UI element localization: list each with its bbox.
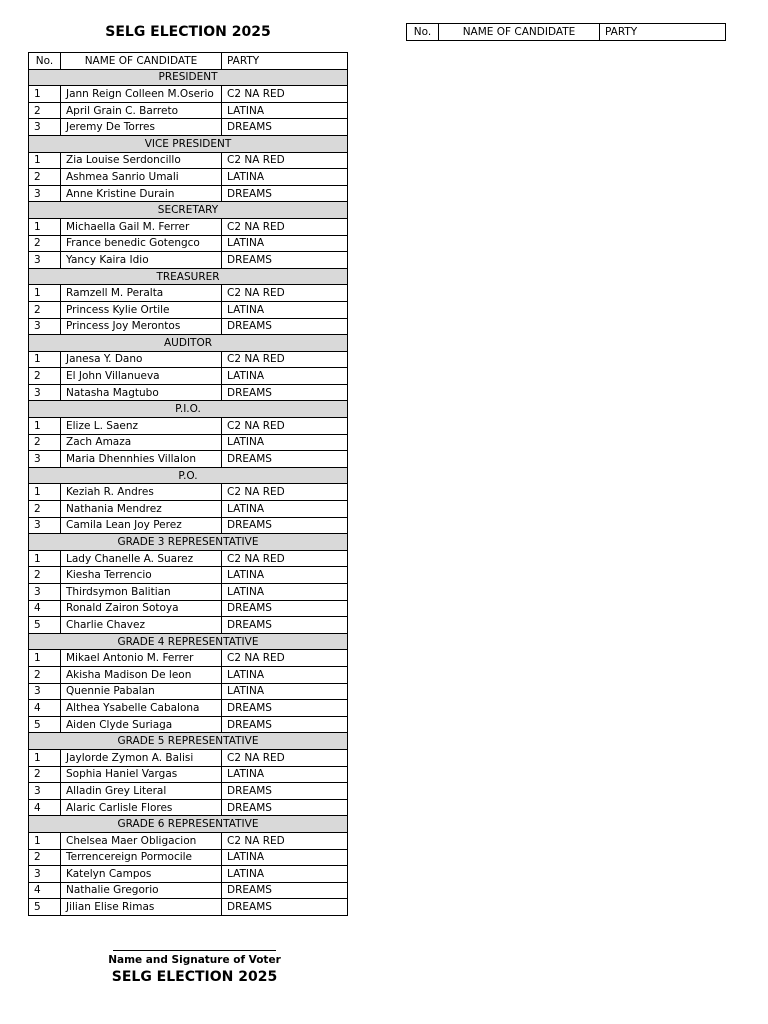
candidate-number: 3	[29, 683, 61, 700]
candidate-party: C2 NA RED	[222, 550, 348, 567]
candidate-name: Akisha Madison De leon	[61, 666, 222, 683]
candidate-party: DREAMS	[222, 600, 348, 617]
candidate-name: Elize L. Saenz	[61, 418, 222, 435]
candidate-row	[29, 716, 348, 733]
section-title: VICE PRESIDENT	[29, 135, 348, 152]
candidate-row	[29, 650, 348, 667]
candidate-name: Jilian Elise Rimas	[61, 899, 222, 916]
candidate-number: 2	[29, 666, 61, 683]
candidate-name: Thirdsymon Balitian	[61, 584, 222, 601]
candidate-number: 4	[29, 700, 61, 717]
candidate-name: Katelyn Campos	[61, 866, 222, 883]
candidate-number: 3	[29, 185, 61, 202]
section-header	[29, 135, 348, 152]
candidate-name: Princess Kylie Ortile	[61, 301, 222, 318]
candidate-party: LATINA	[222, 666, 348, 683]
section-title: TREASURER	[29, 268, 348, 285]
footer-title: SELG ELECTION 2025	[111, 969, 278, 985]
candidate-row	[29, 252, 348, 269]
section-title: GRADE 5 REPRESENTATIVE	[29, 733, 348, 750]
candidate-name: Anne Kristine Durain	[61, 185, 222, 202]
table-header-row	[29, 53, 348, 70]
candidate-number: 3	[29, 866, 61, 883]
candidate-name: Nathalie Gregorio	[61, 882, 222, 899]
candidate-name: France benedic Gotengco	[61, 235, 222, 252]
candidate-number: 3	[29, 119, 61, 136]
candidate-party: C2 NA RED	[222, 351, 348, 368]
candidate-name: Janesa Y. Dano	[61, 351, 222, 368]
candidate-party: C2 NA RED	[222, 285, 348, 302]
candidate-row	[29, 783, 348, 800]
candidate-party: DREAMS	[222, 185, 348, 202]
candidate-row	[29, 484, 348, 501]
page-title: SELG ELECTION 2025	[105, 24, 271, 40]
candidate-number: 5	[29, 716, 61, 733]
candidate-name: Charlie Chavez	[61, 617, 222, 634]
candidate-row	[29, 517, 348, 534]
candidate-number: 2	[29, 567, 61, 584]
section-header	[29, 69, 348, 86]
candidate-name: Lady Chanelle A. Suarez	[61, 550, 222, 567]
candidate-row	[29, 169, 348, 186]
candidate-name: Alaric Carlisle Flores	[61, 799, 222, 816]
candidate-number: 2	[29, 169, 61, 186]
candidate-party: DREAMS	[222, 119, 348, 136]
candidate-row	[29, 849, 348, 866]
candidate-row	[29, 749, 348, 766]
candidate-party: LATINA	[222, 683, 348, 700]
candidate-party: DREAMS	[222, 252, 348, 269]
candidate-number: 2	[29, 849, 61, 866]
candidate-party: LATINA	[222, 866, 348, 883]
candidate-row	[29, 185, 348, 202]
candidate-number: 3	[29, 451, 61, 468]
section-title: P.O.	[29, 467, 348, 484]
candidate-name: Nathania Mendrez	[61, 501, 222, 518]
candidate-number: 1	[29, 285, 61, 302]
candidate-name: Camila Lean Joy Perez	[61, 517, 222, 534]
candidate-row	[29, 899, 348, 916]
candidate-row	[29, 152, 348, 169]
candidate-party: DREAMS	[222, 783, 348, 800]
candidate-name: Natasha Magtubo	[61, 384, 222, 401]
candidate-party: DREAMS	[222, 384, 348, 401]
candidate-row	[29, 866, 348, 883]
candidate-number: 4	[29, 799, 61, 816]
candidate-party: C2 NA RED	[222, 86, 348, 103]
candidate-party: C2 NA RED	[222, 650, 348, 667]
candidate-row	[29, 882, 348, 899]
candidate-row	[29, 567, 348, 584]
section-header	[29, 733, 348, 750]
candidate-party: LATINA	[222, 434, 348, 451]
candidate-name: Ronald Zairon Sotoya	[61, 600, 222, 617]
candidate-row	[29, 285, 348, 302]
section-title: AUDITOR	[29, 335, 348, 352]
candidate-number: 1	[29, 351, 61, 368]
candidate-row	[29, 501, 348, 518]
ballot-table	[28, 52, 348, 916]
right-header-table	[406, 23, 726, 41]
header-party: PARTY	[222, 53, 348, 70]
candidate-number: 1	[29, 86, 61, 103]
candidate-number: 1	[29, 218, 61, 235]
candidate-row	[29, 218, 348, 235]
section-title: P.I.O.	[29, 401, 348, 418]
candidate-name: Terrencereign Pormocile	[61, 849, 222, 866]
candidate-row	[29, 584, 348, 601]
candidate-row	[29, 799, 348, 816]
section-title: SECRETARY	[29, 202, 348, 219]
candidate-row	[29, 832, 348, 849]
candidate-row	[29, 418, 348, 435]
candidate-party: DREAMS	[222, 899, 348, 916]
candidate-name: Keziah R. Andres	[61, 484, 222, 501]
candidate-number: 3	[29, 783, 61, 800]
candidate-number: 5	[29, 617, 61, 634]
section-title: GRADE 4 REPRESENTATIVE	[29, 633, 348, 650]
candidate-name: Zia Louise Serdoncillo	[61, 152, 222, 169]
section-header	[29, 268, 348, 285]
candidate-row	[29, 351, 348, 368]
section-title: GRADE 6 REPRESENTATIVE	[29, 816, 348, 833]
section-header	[29, 534, 348, 551]
candidate-row	[29, 102, 348, 119]
candidate-row	[29, 235, 348, 252]
section-title: PRESIDENT	[29, 69, 348, 86]
candidate-party: DREAMS	[222, 882, 348, 899]
candidate-party: C2 NA RED	[222, 749, 348, 766]
candidate-number: 3	[29, 318, 61, 335]
candidate-name: Michaella Gail M. Ferrer	[61, 218, 222, 235]
candidate-party: LATINA	[222, 501, 348, 518]
candidate-party: DREAMS	[222, 517, 348, 534]
candidate-name: Althea Ysabelle Cabalona	[61, 700, 222, 717]
candidate-name: Aiden Clyde Suriaga	[61, 716, 222, 733]
candidate-name: Ramzell M. Peralta	[61, 285, 222, 302]
candidate-name: Yancy Kaira Idio	[61, 252, 222, 269]
section-header	[29, 335, 348, 352]
candidate-row	[29, 384, 348, 401]
candidate-row	[29, 683, 348, 700]
candidate-row	[29, 86, 348, 103]
candidate-name: El John Villanueva	[61, 368, 222, 385]
candidate-row	[29, 617, 348, 634]
candidate-row	[29, 119, 348, 136]
candidate-party: DREAMS	[222, 700, 348, 717]
candidate-number: 2	[29, 102, 61, 119]
candidate-row	[29, 700, 348, 717]
candidate-number: 1	[29, 832, 61, 849]
candidate-party: LATINA	[222, 368, 348, 385]
candidate-number: 5	[29, 899, 61, 916]
candidate-party: LATINA	[222, 584, 348, 601]
signature-label: Name and Signature of Voter	[108, 954, 281, 966]
candidate-party: DREAMS	[222, 451, 348, 468]
candidate-number: 4	[29, 600, 61, 617]
candidate-row	[29, 451, 348, 468]
candidate-number: 2	[29, 301, 61, 318]
header-no: No.	[29, 53, 61, 70]
candidate-number: 2	[29, 766, 61, 783]
candidate-number: 2	[29, 501, 61, 518]
candidate-name: Jaylorde Zymon A. Balisi	[61, 749, 222, 766]
candidate-party: LATINA	[222, 301, 348, 318]
candidate-row	[29, 550, 348, 567]
candidate-name: Princess Joy Merontos	[61, 318, 222, 335]
candidate-number: 4	[29, 882, 61, 899]
candidate-number: 3	[29, 252, 61, 269]
candidate-number: 3	[29, 584, 61, 601]
candidate-name: Alladin Grey Literal	[61, 783, 222, 800]
candidate-name: Ashmea Sanrio Umali	[61, 169, 222, 186]
candidate-number: 1	[29, 418, 61, 435]
candidate-party: LATINA	[222, 766, 348, 783]
candidate-name: Maria Dhennhies Villalon	[61, 451, 222, 468]
candidate-party: DREAMS	[222, 318, 348, 335]
section-header	[29, 467, 348, 484]
candidate-row	[29, 301, 348, 318]
header-name: NAME OF CANDIDATE	[61, 53, 222, 70]
candidate-name: Chelsea Maer Obligacion	[61, 832, 222, 849]
candidate-party: LATINA	[222, 169, 348, 186]
candidate-name: Quennie Pabalan	[61, 683, 222, 700]
candidate-number: 1	[29, 550, 61, 567]
section-header	[29, 202, 348, 219]
candidate-row	[29, 600, 348, 617]
candidate-number: 1	[29, 749, 61, 766]
section-header	[29, 633, 348, 650]
candidate-number: 1	[29, 650, 61, 667]
candidate-party: DREAMS	[222, 617, 348, 634]
candidate-party: C2 NA RED	[222, 418, 348, 435]
candidate-name: Jeremy De Torres	[61, 119, 222, 136]
signature-line	[113, 950, 276, 951]
candidate-number: 2	[29, 368, 61, 385]
candidate-number: 2	[29, 434, 61, 451]
candidate-party: C2 NA RED	[222, 152, 348, 169]
candidate-party: C2 NA RED	[222, 484, 348, 501]
candidate-row	[29, 368, 348, 385]
right-header-party: PARTY	[600, 24, 726, 41]
candidate-row	[29, 766, 348, 783]
candidate-number: 1	[29, 484, 61, 501]
candidate-party: LATINA	[222, 102, 348, 119]
candidate-party: C2 NA RED	[222, 832, 348, 849]
candidate-name: Jann Reign Colleen M.Oserio	[61, 86, 222, 103]
candidate-name: Mikael Antonio M. Ferrer	[61, 650, 222, 667]
candidate-party: LATINA	[222, 849, 348, 866]
candidate-number: 2	[29, 235, 61, 252]
candidate-number: 3	[29, 384, 61, 401]
candidate-party: LATINA	[222, 235, 348, 252]
right-header-no: No.	[407, 24, 439, 41]
candidate-party: DREAMS	[222, 799, 348, 816]
right-header-name: NAME OF CANDIDATE	[439, 24, 600, 41]
candidate-name: Sophia Haniel Vargas	[61, 766, 222, 783]
candidate-name: Kiesha Terrencio	[61, 567, 222, 584]
candidate-name: Zach Amaza	[61, 434, 222, 451]
candidate-party: DREAMS	[222, 716, 348, 733]
section-header	[29, 816, 348, 833]
candidate-number: 1	[29, 152, 61, 169]
section-header	[29, 401, 348, 418]
candidate-party: C2 NA RED	[222, 218, 348, 235]
candidate-name: April Grain C. Barreto	[61, 102, 222, 119]
candidate-party: LATINA	[222, 567, 348, 584]
candidate-number: 3	[29, 517, 61, 534]
candidate-row	[29, 318, 348, 335]
section-title: GRADE 3 REPRESENTATIVE	[29, 534, 348, 551]
candidate-row	[29, 666, 348, 683]
right-header-row	[407, 24, 726, 41]
candidate-row	[29, 434, 348, 451]
